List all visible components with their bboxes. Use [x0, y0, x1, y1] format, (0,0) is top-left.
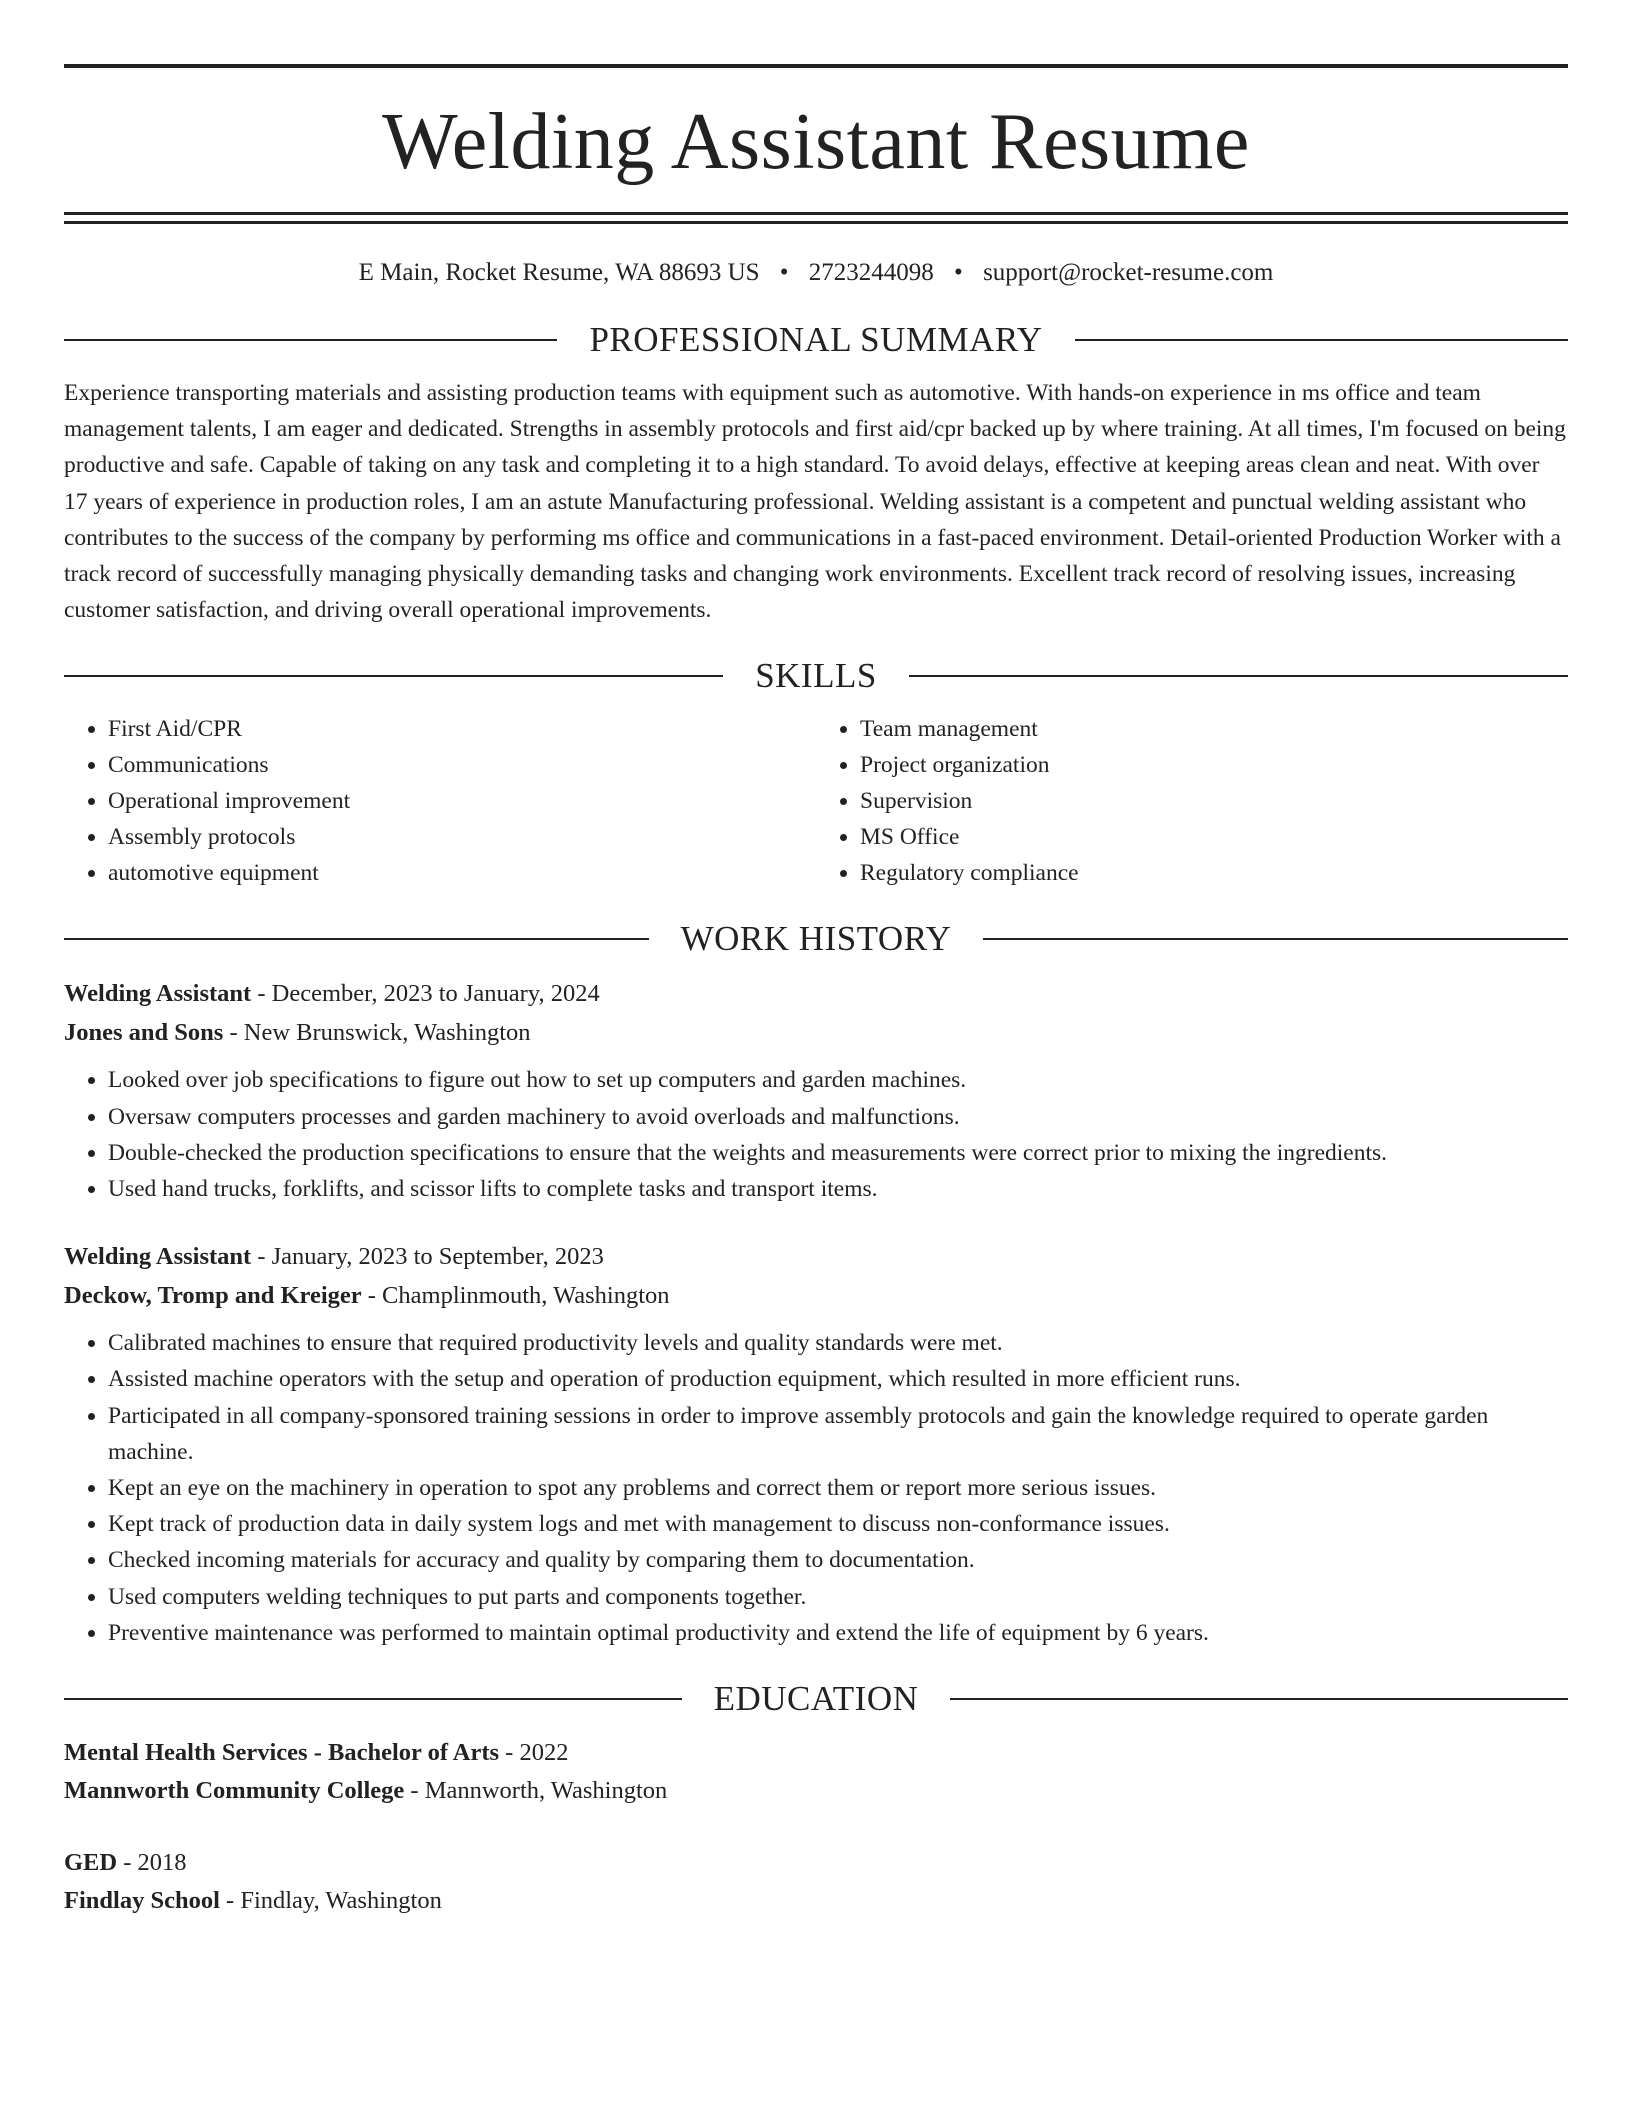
skill-item: • Supervision	[860, 783, 1568, 819]
job-bullet: • Used hand trucks, forklifts, and scissor lifts to complete tasks and transport items.	[108, 1171, 1568, 1207]
job-bullets	[64, 1062, 1568, 1207]
skill-item: • MS Office	[860, 819, 1568, 855]
education-school-line	[64, 1772, 1568, 1810]
section-title: PROFESSIONAL SUMMARY	[589, 320, 1043, 359]
bullet-separator: •	[779, 259, 789, 286]
education-degree-line	[64, 1734, 1568, 1772]
job-bullet: • Oversaw computers processes and garden machinery to avoid overloads and malfunctions.	[108, 1099, 1568, 1135]
contact-phone: 2723244098	[808, 259, 934, 286]
education-location: Findlay, Washington	[240, 1887, 442, 1915]
skill-item: • Project organization	[860, 747, 1568, 783]
section-title: EDUCATION	[713, 1679, 919, 1719]
work-heading	[64, 919, 1568, 959]
skill-item: • Operational improvement	[108, 783, 816, 819]
contact-address: E Main, Rocket Resume, WA 88693 US	[358, 259, 760, 286]
job-bullet: • Preventive maintenance was performed to maintain optimal productivity and extend the life of equipment by 6 years.	[108, 1615, 1568, 1651]
education-location: Mannworth, Washington	[424, 1777, 668, 1805]
skill-item: • Team management	[860, 711, 1568, 747]
job-bullet: • Assisted machine operators with the setup and operation of production equipment, which resulted in more efficient runs.	[108, 1361, 1568, 1397]
education-school-line	[64, 1882, 1568, 1920]
education-degree: Mental Health Services - Bachelor of Arts	[64, 1739, 500, 1767]
joiner: -	[404, 1777, 425, 1805]
education-year: 2018	[137, 1849, 187, 1877]
skills-column-left	[64, 711, 816, 891]
job-bullet: • Calibrated machines to ensure that required productivity levels and quality standards were met.	[108, 1325, 1568, 1361]
skill-item: • Assembly protocols	[108, 819, 816, 855]
job-title: Welding Assistant	[64, 980, 252, 1008]
job-bullet: • Kept track of production data in daily system logs and met with management to discuss non-conformance issues.	[108, 1506, 1568, 1542]
section-title: WORK HISTORY	[680, 919, 952, 959]
summary-text: Experience transporting materials and assisting production teams with equipment such as automotive. With hands-on experience in ms office and team management talents, I am eager and dedicated. Strengths in assembly protocols and first aid/cpr backed up by where training. At all times, I'm focused on being productive and safe. Capable of taking on any task and completing it to a high standard. To avoid delays, effective at keeping areas clean and neat. With over 17 years of experience in production roles, I am an astute Manufacturing professional. Welding assistant is a competent and punctual welding assistant who contributes to the success of the company by performing ms office and communications in a fast-paced environment. Detail-oriented Production Worker with a track record of successfully managing physically demanding tasks and changing work environments. Excellent track record of resolving issues, increasing customer satisfaction, and driving overall operational improvements.	[64, 380, 1566, 624]
skills-column-right	[816, 711, 1568, 891]
job-bullet: • Kept an eye on the machinery in operation to spot any problems and correct them or report more serious issues.	[108, 1470, 1568, 1506]
skills-list	[64, 711, 1568, 891]
contact-line	[64, 258, 1568, 288]
joiner: -	[499, 1739, 520, 1767]
heading-rule-right	[909, 675, 1568, 677]
contact-email[interactable]: support@rocket-resume.com	[983, 259, 1274, 286]
education-degree-line	[64, 1844, 1568, 1882]
heading-rule-left	[64, 675, 723, 677]
heading-rule-right	[1075, 339, 1568, 341]
job-location: New Brunswick, Washington	[243, 1019, 531, 1047]
job-title-line	[64, 1237, 1568, 1276]
joiner: -	[223, 1019, 244, 1047]
joiner: -	[251, 1243, 272, 1271]
header-double-rule	[64, 212, 1568, 224]
education-school: Mannworth Community College	[64, 1777, 405, 1805]
job-entry	[64, 1237, 1568, 1651]
education-entry	[64, 1844, 1568, 1920]
skill-item: • Communications	[108, 747, 816, 783]
job-location: Champlinmouth, Washington	[382, 1282, 670, 1310]
skills-heading	[64, 656, 1568, 696]
education-degree: GED	[64, 1849, 118, 1877]
job-company: Jones and Sons	[64, 1019, 224, 1047]
joiner: -	[219, 1887, 241, 1915]
top-rule	[64, 64, 1568, 68]
summary-heading	[64, 322, 1568, 357]
job-bullet: • Looked over job specifications to figure out how to set up computers and garden machines.	[108, 1062, 1568, 1098]
heading-rule-right	[950, 1698, 1568, 1700]
job-company: Deckow, Tromp and Kreiger	[64, 1282, 362, 1310]
job-bullet: • Checked incoming materials for accuracy and quality by comparing them to documentation.	[108, 1542, 1568, 1578]
job-company-line	[64, 1276, 1568, 1315]
joiner: -	[251, 980, 272, 1008]
heading-rule-left	[64, 938, 649, 940]
job-company-line	[64, 1013, 1568, 1052]
job-entry	[64, 974, 1568, 1207]
job-bullets	[64, 1325, 1568, 1651]
education-entry	[64, 1734, 1568, 1810]
heading-rule-right	[983, 938, 1568, 940]
education-heading	[64, 1679, 1568, 1719]
heading-rule-left	[64, 1698, 682, 1700]
joiner: -	[361, 1282, 383, 1310]
education-year: 2022	[519, 1739, 569, 1767]
job-bullet: • Used computers welding techniques to put parts and components together.	[108, 1579, 1568, 1615]
joiner: -	[117, 1849, 138, 1877]
bullet-separator: •	[954, 259, 963, 286]
job-bullet: • Participated in all company-sponsored training sessions in order to improve assembly protocols and gain the knowledge required to operate garden machine.	[108, 1398, 1568, 1470]
job-bullet: • Double-checked the production specifications to ensure that the weights and measurements were correct prior to mixing the ingredients.	[108, 1135, 1568, 1171]
job-title-line	[64, 974, 1568, 1013]
skill-item: • Regulatory compliance	[860, 855, 1568, 891]
skill-item: • automotive equipment	[108, 855, 816, 891]
resume-title: Welding Assistant Resume	[382, 98, 1250, 186]
heading-rule-left	[64, 339, 557, 341]
job-dates: December, 2023 to January, 2024	[271, 980, 600, 1008]
job-dates: January, 2023 to September, 2023	[271, 1243, 604, 1271]
section-title: SKILLS	[755, 656, 877, 696]
education-school: Findlay School	[64, 1887, 220, 1915]
job-title: Welding Assistant	[64, 1243, 252, 1271]
skill-item: • First Aid/CPR	[108, 711, 816, 747]
